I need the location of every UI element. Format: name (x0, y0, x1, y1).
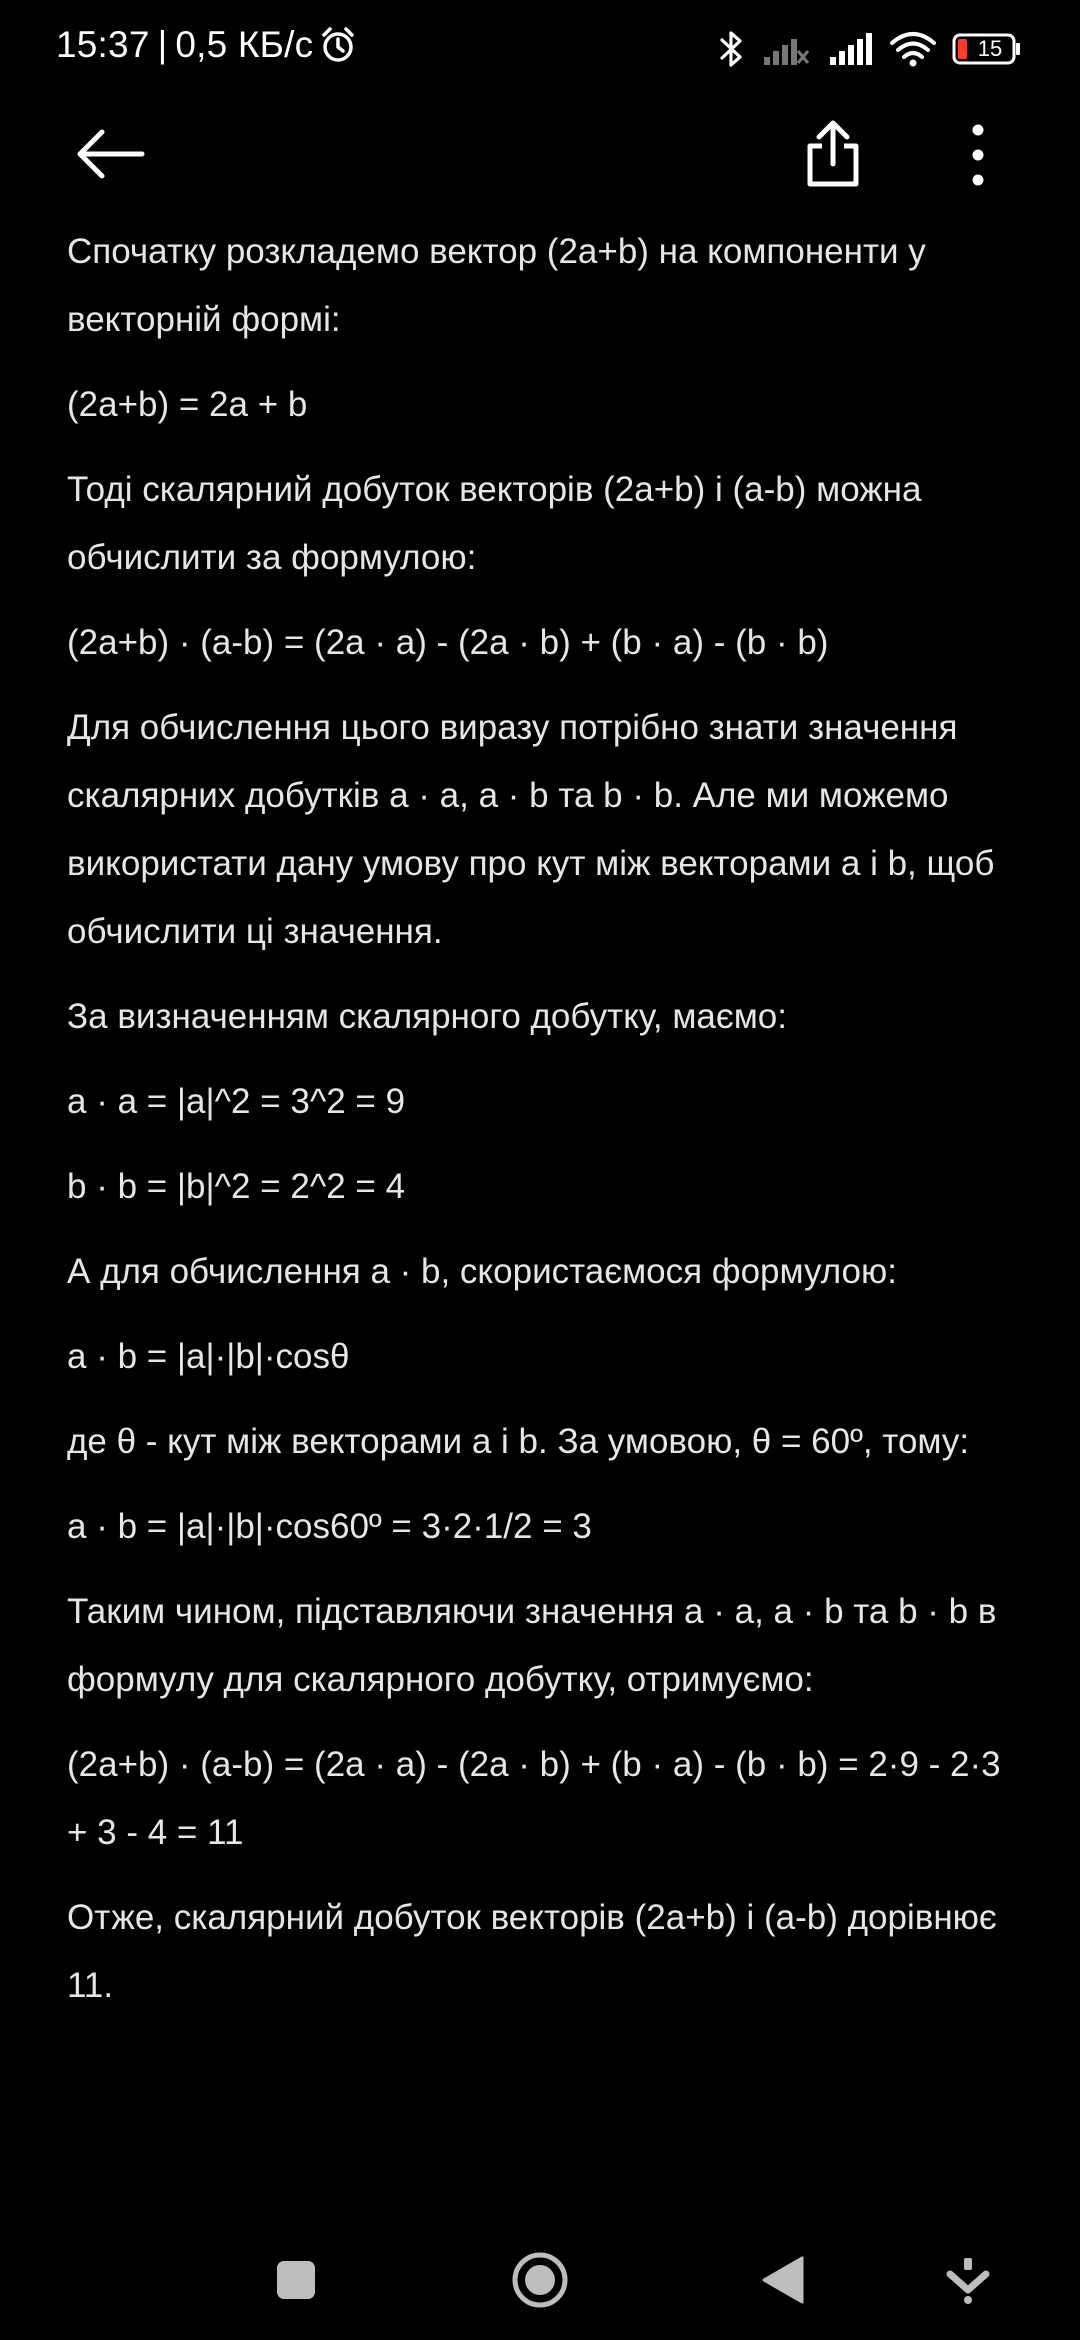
wifi-icon (890, 31, 936, 67)
app-bar (0, 100, 1080, 210)
status-right (718, 28, 1022, 70)
status-separator: | (157, 24, 168, 65)
share-icon (800, 118, 866, 190)
network-speed: 0,5 КБ/с (175, 24, 314, 65)
back-button[interactable] (72, 124, 148, 184)
paragraph: Таким чином, підставляючи значення a · a, a · b та b · b в формулу для скалярного добутку, отримуємо: (67, 1592, 997, 1699)
back-triangle-icon (752, 2248, 816, 2312)
more-options-button[interactable] (958, 120, 998, 190)
paragraph: де θ - кут між векторами a і b. За умовою, θ = 60º, тому: (67, 1422, 970, 1461)
paragraph: Для обчислення цього виразу потрібно знати значення скалярних добутків a · a, a · b та b · b. Але ми можемо використати дану умову про кут між векторами a і b, щоб обчислити ці значення. (67, 708, 995, 951)
alarm-icon (319, 26, 357, 64)
paragraph: (2a+b) · (a-b) = (2a · a) - (2a · b) + (b · a) - (b · b) = 2·9 - 2·3 + 3 - 4 = 11 (67, 1745, 1001, 1852)
message-content (67, 218, 1027, 2037)
paragraph: b · b = |b|^2 = 2^2 = 4 (67, 1167, 406, 1206)
signal-icon (826, 31, 874, 67)
status-time: 15:37 (56, 24, 150, 65)
paragraph: Отже, скалярний добуток векторів (2a+b) і (a-b) дорівнює 11. (67, 1898, 997, 2005)
system-nav-bar (0, 2220, 1080, 2340)
recents-button[interactable] (264, 2248, 328, 2312)
bluetooth-icon (718, 29, 746, 69)
home-button[interactable] (508, 2248, 572, 2312)
hide-nav-button[interactable] (936, 2248, 1000, 2312)
paragraph: (2a+b) · (a-b) = (2a · a) - (2a · b) + (b · a) - (b · b) (67, 623, 829, 662)
recents-square-icon (264, 2248, 328, 2312)
signal-icon (762, 31, 810, 67)
paragraph: (2a+b) = 2a + b (67, 385, 308, 424)
home-circle-icon (508, 2248, 572, 2312)
paragraph: А для обчислення a · b, скористаємося формулою: (67, 1252, 897, 1291)
status-left (56, 24, 357, 66)
paragraph: Спочатку розкладемо вектор (2a+b) на компоненти у векторній формі: (67, 232, 926, 339)
more-vert-icon (958, 120, 998, 190)
paragraph: a · b = |a|·|b|·cos60º = 3·2·1/2 = 3 (67, 1507, 592, 1546)
paragraph: a · a = |a|^2 = 3^2 = 9 (67, 1082, 406, 1121)
share-button[interactable] (800, 118, 866, 190)
back-arrow-icon (72, 124, 148, 184)
hide-nav-icon (936, 2248, 1000, 2312)
back-nav-button[interactable] (752, 2248, 816, 2312)
battery-level: 15 (977, 36, 1003, 61)
paragraph: a · b = |a|·|b|·cosθ (67, 1337, 350, 1376)
status-bar (0, 0, 1080, 96)
battery-icon (952, 33, 1022, 65)
paragraph: Тоді скалярний добуток векторів (2a+b) і (a-b) можна обчислити за формулою: (67, 470, 922, 577)
paragraph: За визначенням скалярного добутку, маємо: (67, 997, 787, 1036)
